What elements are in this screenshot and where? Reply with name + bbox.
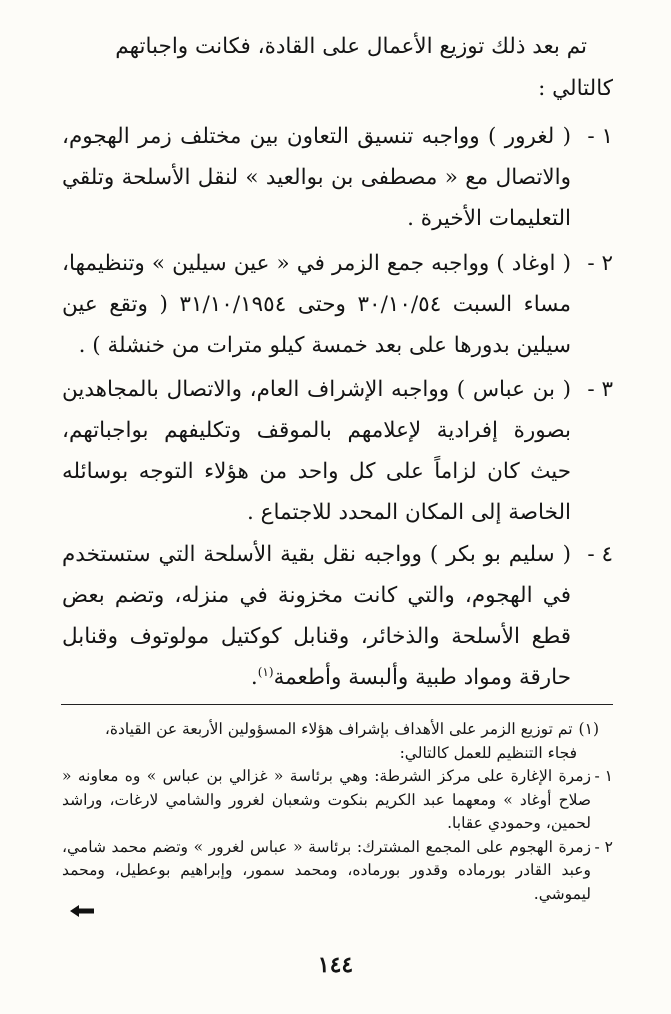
list-item [62,534,613,698]
list-item [62,243,613,366]
list-item [62,369,613,533]
footnote-head [62,718,613,742]
footnote-divider [61,704,613,705]
list-item-number: ٤ - [587,542,613,567]
list-item-text [62,534,571,698]
footnotes [62,718,613,906]
list-item-number: ٣ - [587,377,613,402]
list-item-text-body: ( سليم بو بكر ) وواجبه نقل بقية الأسلحة التي ستستخدم في الهجوم، والتي كانت مخزونة في منزله، وتضم بعض قطع الأسلحة والذخائر، وقنابل كوكتيل مولوتوف وقنابل حارقة ومواد طبية وألبسة وأطعمة [62,542,571,690]
intro-paragraph [57,26,613,110]
intro-line-1: تم بعد ذلك توزيع الأعمال على القادة، فكانت واجباتهم [115,34,587,59]
list-item-number: ١ - [587,124,613,149]
list-item-text: ( لغرور ) وواجبه تنسيق التعاون بين مختلف زمر الهجوم، والاتصال مع « مصطفى بن بوالعيد » لنقل الأسلحة وتلقي التعليمات الأخيرة . [62,124,571,231]
footnote-sub-number: ١ - [594,767,613,785]
list-item-text: ( بن عباس ) وواجبه الإشراف العام، والاتصال بالمجاهدين بصورة إفرادية لإعلامهم بالموقف وتكليفهم بواجباتهم، حيث كان لزاماً على كل واحد من هؤلاء التوجه بوسائله الخاصة إلى المكان المحدد للاجتماع . [62,377,571,525]
list-item-end: . [250,665,258,690]
footnote-sub-text: زمرة الهجوم على المجمع المشترك: برئاسة « عباس لغرور » وتضم محمد شامي، وعبد القادر بورماده وقدور بورماده، ومحمد سمور، وإبراهيم بوعطيل، ومحمد ليموشي. [62,837,591,903]
continue-arrow-icon [70,904,94,918]
footnote-marker: (١) [578,720,599,738]
list-item [62,116,613,239]
footnote-sub-number: ٢ - [594,837,613,856]
footnote-head-line-1: تم توزيع الزمر على الأهداف بإشراف هؤلاء المسؤولين الأربعة عن القيادة، [104,720,573,738]
footnote-head-line-2: فجاء التنظيم للعمل كالتالي: [399,743,577,762]
footnote-sub-item [62,836,613,907]
page-number: ١٤٤ [317,952,354,978]
footnote-sub-text: زمرة الإغارة على مركز الشرطة: وهي برئاسة « غزالي بن عباس » وه معاونه « صلاح أوغاد » ومعهما عبد الكريم بنكوت وشعبان لغرور والشامي لارغات، وراشد لحمين، وحمودي عقابا. [62,767,591,832]
list-item-text: ( اوغاد ) وواجبه جمع الزمر في « عين سيلين » وتنظيمها، مساء السبت ٣٠/١٠/٥٤ وحتى ٣١/١٠/١٩٥٤ ( وتقع عين سيلين بدورها على بعد خمسة كيلو مترات من خنشلة ) . [62,251,572,358]
footnote-reference[interactable]: (١) [257,664,274,679]
intro-line-2: كالتالي : [538,76,613,101]
footnote-sub-item [62,765,613,836]
list-item-number: ٢ - [587,251,613,276]
